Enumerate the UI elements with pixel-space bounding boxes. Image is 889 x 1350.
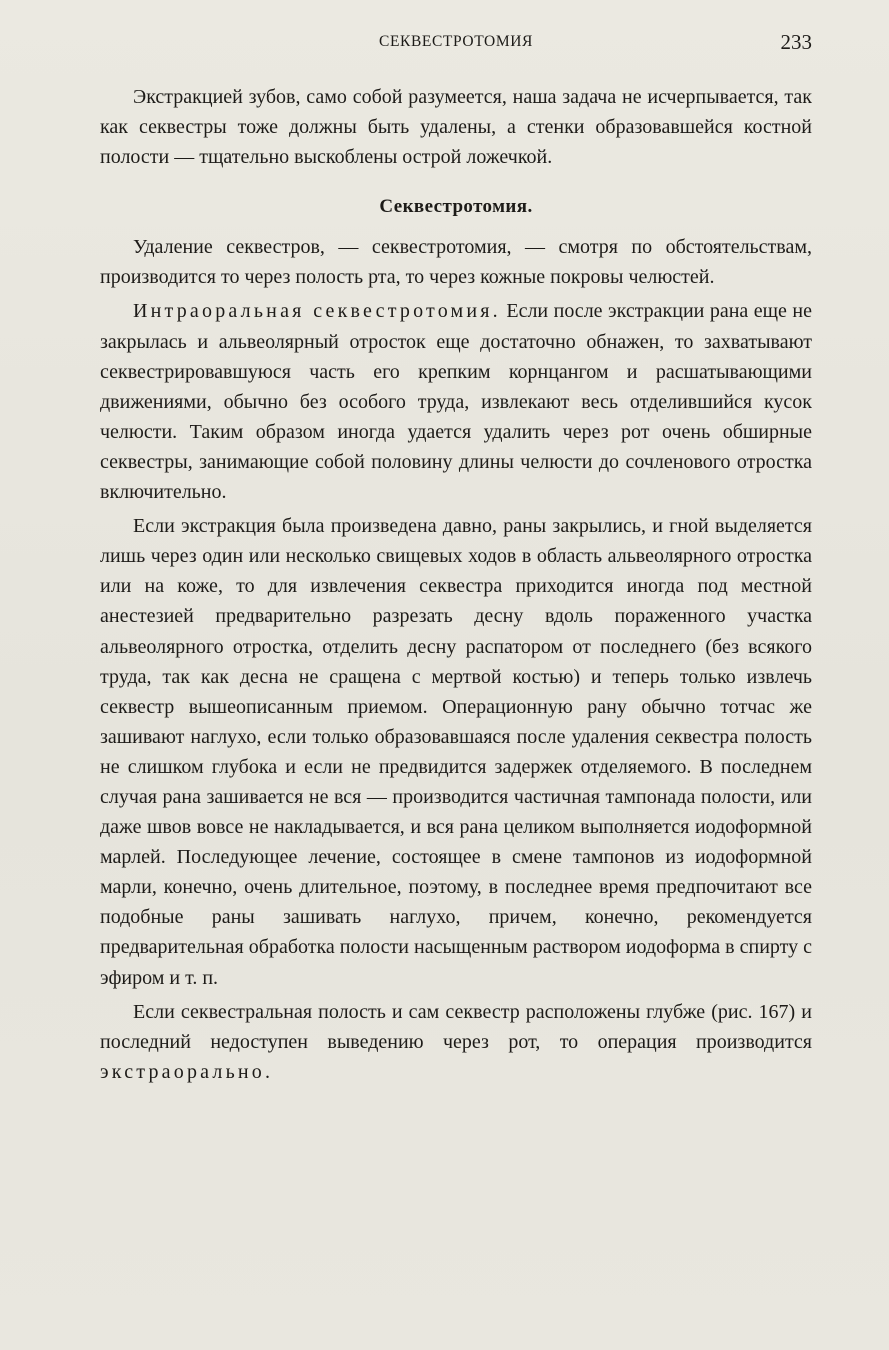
paragraph-gum-incision: Если экстракция была произведена давно, раны закрылись, и гной выделяется лишь через один или несколько свищевых ходов в область альвеолярного отростка или на коже, то для извлечения секвестра приходится иногда под местной анестезией предварительно разрезать десну вдоль пораженного участка альвеолярного отростка, отделить десну распатором от последнего (без всякого труда, так как десна не сращена с мертвой костью) и теперь только извлечь секвестр вышеописанным приемом. Операционную рану обычно тотчас же зашивают наглухо, если только образовавшаяся после удаления секвестра полость не слишком глубока и если не предвидится задержек отделяемого. В последнем случая рана зашивается не вся — производится частичная тампонада полости, или даже швов вовсе не накладывается, и вся рана целиком выполняется иодоформной марлей. Последующее лечение, состоящее в смене тампонов из иодоформной марли, конечно, очень длительное, поэтому, в последнее время предпочитают все подобные раны зашивать наглухо, причем, конечно, рекомендуется предварительная обработка полости насыщенным раствором иодоформа в спирту с эфиром и т. п. [100,515,812,989]
extraoral-text: Если секвестральная полость и сам секвестр расположены глубже (рис. 167) и последний недоступен выведению через рот, то операция производится [100,1000,812,1053]
intro-paragraph: Экстракцией зубов, само собой разумеется, наша задача не исчерпывается, так как секвестры тоже должны быть удалены, а стенки образовавшейся костной полости — тщательно выскоблены острой ложечкой. [100,86,812,169]
paragraph-extraoral [100,997,812,1087]
page-number: 233 [780,30,812,54]
extraoral-term: экстраорально. [100,1060,274,1083]
intraoral-text: Если после экстракции рана еще не закрылась и альвеолярный отросток еще достаточно обнажен, то захватывают секвестрировавшуюся часть его крепким корнцангом и расшатывающими движениями, обычно без особого труда, извлекают весь отделившийся кусок челюсти. Таким образом иногда удается удалить через рот очень обширные секвестры, занимающие собой половину длины челюсти до сочленового отростка включительно. [100,300,812,504]
text-body [100,82,812,1087]
section-heading: Секвестротомия. [379,196,533,218]
intraoral-lead-term: Интраоральная секвестротомия. [133,300,501,323]
running-head [100,30,812,60]
paragraph-sequestrotomy-routes: Удаление секвестров, — секвестротомия, — смотря по обстоятельствам, производится то через полость рта, то через кожные покровы челюстей. [100,236,812,289]
paragraph-intraoral [100,296,812,507]
running-title: СЕКВЕСТРОТОМИЯ [379,33,533,50]
